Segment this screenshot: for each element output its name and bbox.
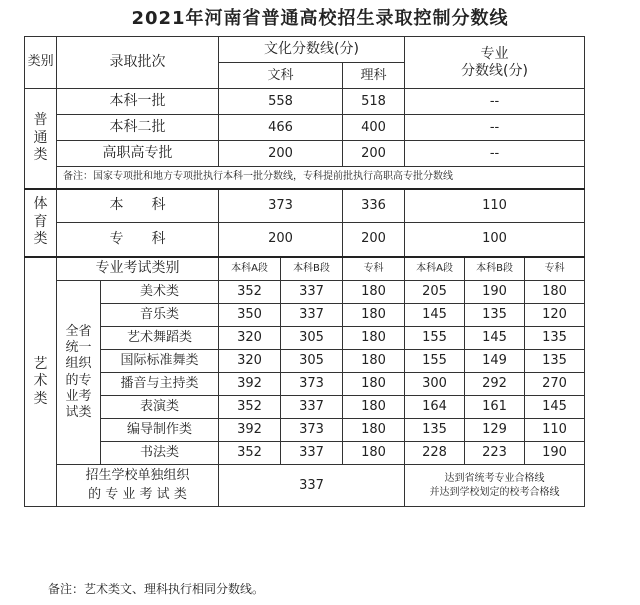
score-cell: 320 <box>219 327 281 350</box>
general-note: 备注：国家专项批和地方专项批执行本科一批分数线，专科提前批执行高职高专批分数线 <box>57 167 585 189</box>
arts-item-name: 书法类 <box>101 442 219 465</box>
score-cell: 223 <box>465 442 525 465</box>
score-cell: 135 <box>525 350 585 373</box>
score-cell: 135 <box>465 304 525 327</box>
score-cell: 110 <box>405 189 585 223</box>
batch-cell: 专 科 <box>57 223 219 257</box>
table-row <box>25 396 585 419</box>
sub-header: 本科B段 <box>465 257 525 281</box>
table-row <box>25 281 585 304</box>
table-row <box>25 223 585 257</box>
table-row <box>25 115 585 141</box>
score-cell: 373 <box>281 419 343 442</box>
score-cell: 100 <box>405 223 585 257</box>
score-cell: 352 <box>219 396 281 419</box>
header-culture: 文化分数线(分) <box>219 37 405 63</box>
score-cell: 270 <box>525 373 585 396</box>
score-cell: 129 <box>465 419 525 442</box>
header-major: 专业 分数线(分) <box>405 37 585 89</box>
score-cell: 518 <box>343 89 405 115</box>
arts-item-name: 美术类 <box>101 281 219 304</box>
score-cell: 337 <box>281 442 343 465</box>
score-cell: 149 <box>465 350 525 373</box>
table-row <box>25 141 585 167</box>
score-cell: 337 <box>219 465 405 507</box>
score-cell: 352 <box>219 442 281 465</box>
header-batch: 录取批次 <box>57 37 219 89</box>
score-cell: 180 <box>343 373 405 396</box>
score-cell: 337 <box>281 396 343 419</box>
score-cell: 155 <box>405 327 465 350</box>
arts-independent-major: 达到省统考专业合格线 并达到学校划定的校考合格线 <box>405 465 585 507</box>
arts-item-name: 国际标准舞类 <box>101 350 219 373</box>
table-row <box>25 350 585 373</box>
score-cell: 466 <box>219 115 343 141</box>
batch-cell: 本科一批 <box>57 89 219 115</box>
score-table <box>24 36 585 507</box>
page-title: 2021年河南省普通高校招生录取控制分数线 <box>131 8 509 29</box>
table-row <box>25 373 585 396</box>
score-cell: 110 <box>525 419 585 442</box>
score-cell: 190 <box>465 281 525 304</box>
score-cell: 305 <box>281 350 343 373</box>
sports-label: 体 育 类 <box>25 189 57 257</box>
table-row <box>25 189 585 223</box>
score-cell: 350 <box>219 304 281 327</box>
score-cell: 228 <box>405 442 465 465</box>
sub-header: 本科A段 <box>405 257 465 281</box>
table-row <box>25 257 585 281</box>
score-cell: 373 <box>219 189 343 223</box>
arts-item-name: 艺术舞蹈类 <box>101 327 219 350</box>
score-cell: -- <box>405 89 585 115</box>
batch-cell: 高职高专批 <box>57 141 219 167</box>
score-cell: -- <box>405 141 585 167</box>
score-cell: 337 <box>281 304 343 327</box>
score-cell: 400 <box>343 115 405 141</box>
score-cell: -- <box>405 115 585 141</box>
table-row <box>25 89 585 115</box>
score-cell: 180 <box>343 396 405 419</box>
score-cell: 200 <box>219 141 343 167</box>
score-cell: 145 <box>465 327 525 350</box>
arts-item-name: 音乐类 <box>101 304 219 327</box>
table-row <box>25 304 585 327</box>
score-cell: 180 <box>343 327 405 350</box>
score-cell: 200 <box>219 223 343 257</box>
score-cell: 292 <box>465 373 525 396</box>
batch-cell: 本科二批 <box>57 115 219 141</box>
table-row <box>25 442 585 465</box>
arts-item-name: 表演类 <box>101 396 219 419</box>
score-cell: 392 <box>219 373 281 396</box>
score-cell: 200 <box>343 141 405 167</box>
score-cell: 320 <box>219 350 281 373</box>
score-cell: 336 <box>343 189 405 223</box>
sub-header: 专科 <box>525 257 585 281</box>
score-cell: 145 <box>525 396 585 419</box>
arts-label: 艺 术 类 <box>25 257 57 507</box>
table-row <box>25 327 585 350</box>
score-cell: 145 <box>405 304 465 327</box>
sub-header: 本科B段 <box>281 257 343 281</box>
score-cell: 135 <box>405 419 465 442</box>
score-cell: 161 <box>465 396 525 419</box>
score-cell: 180 <box>343 442 405 465</box>
score-cell: 392 <box>219 419 281 442</box>
score-cell: 180 <box>525 281 585 304</box>
sub-header: 专科 <box>343 257 405 281</box>
score-cell: 305 <box>281 327 343 350</box>
score-cell: 300 <box>405 373 465 396</box>
score-cell: 558 <box>219 89 343 115</box>
score-cell: 164 <box>405 396 465 419</box>
arts-unified-label: 全省 统一 组织 的专 业考 试类 <box>57 281 101 465</box>
score-cell: 180 <box>343 304 405 327</box>
table-row <box>25 167 585 189</box>
sub-header: 本科A段 <box>219 257 281 281</box>
score-cell: 205 <box>405 281 465 304</box>
table-row <box>25 465 585 507</box>
batch-cell: 本 科 <box>57 189 219 223</box>
score-cell: 180 <box>343 419 405 442</box>
score-cell: 155 <box>405 350 465 373</box>
score-cell: 180 <box>343 281 405 304</box>
score-cell: 373 <box>281 373 343 396</box>
arts-item-name: 播音与主持类 <box>101 373 219 396</box>
score-cell: 200 <box>343 223 405 257</box>
score-cell: 352 <box>219 281 281 304</box>
table-row <box>25 419 585 442</box>
score-cell: 135 <box>525 327 585 350</box>
score-cell: 180 <box>343 350 405 373</box>
footer-note: 备注：艺术类文、理科执行相同分数线。 <box>48 582 265 596</box>
score-cell: 337 <box>281 281 343 304</box>
arts-independent-label: 招生学校单独组织 的 专 业 考 试 类 <box>57 465 219 507</box>
header-like: 理科 <box>343 63 405 89</box>
score-cell: 190 <box>525 442 585 465</box>
header-category: 类别 <box>25 37 57 89</box>
general-label: 普 通 类 <box>25 89 57 189</box>
score-cell: 120 <box>525 304 585 327</box>
arts-exam-header: 专业考试类别 <box>57 257 219 281</box>
header-wenke: 文科 <box>219 63 343 89</box>
arts-item-name: 编导制作类 <box>101 419 219 442</box>
